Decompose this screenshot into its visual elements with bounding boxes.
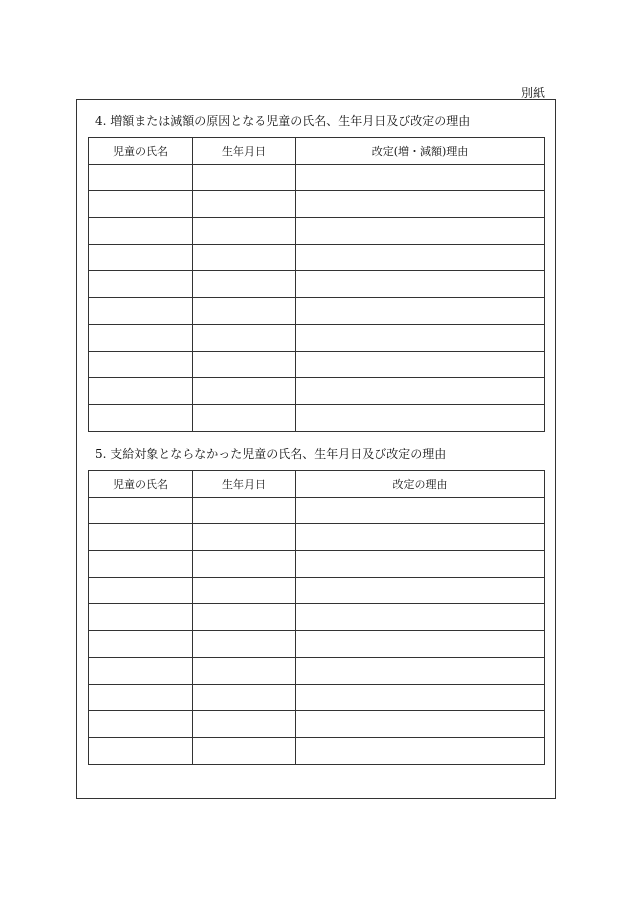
attachment-label: 別紙 — [520, 86, 545, 100]
birth-date-cell[interactable] — [193, 711, 296, 738]
child-name-cell[interactable] — [89, 737, 193, 764]
revision-reason-cell[interactable] — [296, 351, 545, 378]
child-name-cell[interactable] — [89, 244, 193, 271]
child-name-cell[interactable] — [89, 497, 193, 524]
column-header-child-name: 児童の氏名 — [89, 471, 193, 498]
table-row — [89, 577, 545, 604]
child-name-cell[interactable] — [89, 191, 193, 218]
table-header-row — [89, 471, 545, 498]
birth-date-cell[interactable] — [193, 164, 296, 191]
birth-date-cell[interactable] — [193, 351, 296, 378]
revision-reason-cell[interactable] — [296, 218, 545, 245]
child-name-cell[interactable] — [89, 324, 193, 351]
revision-reason-cell[interactable] — [296, 737, 545, 764]
column-header-birth-date: 生年月日 — [193, 138, 296, 165]
revision-reason-cell[interactable] — [296, 684, 545, 711]
table-row — [89, 497, 545, 524]
table-row — [89, 684, 545, 711]
revision-reason-cell[interactable] — [296, 191, 545, 218]
table-row — [89, 218, 545, 245]
table-row — [89, 631, 545, 658]
revision-reason-cell[interactable] — [296, 378, 545, 405]
birth-date-cell[interactable] — [193, 577, 296, 604]
table-header-row — [89, 138, 545, 165]
revision-reason-cell[interactable] — [296, 298, 545, 325]
child-name-cell[interactable] — [89, 711, 193, 738]
birth-date-cell[interactable] — [193, 497, 296, 524]
birth-date-cell[interactable] — [193, 191, 296, 218]
column-header-revision-reason: 改定の理由 — [296, 471, 545, 498]
child-name-cell[interactable] — [89, 631, 193, 658]
column-header-child-name: 児童の氏名 — [89, 138, 193, 165]
child-name-cell[interactable] — [89, 684, 193, 711]
birth-date-cell[interactable] — [193, 604, 296, 631]
table-row — [89, 404, 545, 431]
birth-date-cell[interactable] — [193, 218, 296, 245]
child-name-cell[interactable] — [89, 604, 193, 631]
column-header-birth-date: 生年月日 — [193, 471, 296, 498]
child-name-cell[interactable] — [89, 404, 193, 431]
table-row — [89, 164, 545, 191]
table-row — [89, 657, 545, 684]
table-row — [89, 271, 545, 298]
table-row — [89, 711, 545, 738]
birth-date-cell[interactable] — [193, 324, 296, 351]
revision-reason-cell[interactable] — [296, 244, 545, 271]
birth-date-cell[interactable] — [193, 524, 296, 551]
section-5-table — [88, 470, 545, 765]
revision-reason-cell[interactable] — [296, 271, 545, 298]
birth-date-cell[interactable] — [193, 271, 296, 298]
revision-reason-cell[interactable] — [296, 497, 545, 524]
table-row — [89, 324, 545, 351]
section-5-rows — [89, 497, 545, 764]
child-name-cell[interactable] — [89, 551, 193, 578]
table-row — [89, 378, 545, 405]
revision-reason-cell[interactable] — [296, 577, 545, 604]
revision-reason-cell[interactable] — [296, 404, 545, 431]
child-name-cell[interactable] — [89, 164, 193, 191]
child-name-cell[interactable] — [89, 298, 193, 325]
table-row — [89, 604, 545, 631]
revision-reason-cell[interactable] — [296, 551, 545, 578]
birth-date-cell[interactable] — [193, 378, 296, 405]
birth-date-cell[interactable] — [193, 684, 296, 711]
child-name-cell[interactable] — [89, 524, 193, 551]
table-row — [89, 737, 545, 764]
revision-reason-cell[interactable] — [296, 604, 545, 631]
revision-reason-cell[interactable] — [296, 631, 545, 658]
child-name-cell[interactable] — [89, 657, 193, 684]
revision-reason-cell[interactable] — [296, 524, 545, 551]
table-row — [89, 551, 545, 578]
birth-date-cell[interactable] — [193, 631, 296, 658]
birth-date-cell[interactable] — [193, 551, 296, 578]
birth-date-cell[interactable] — [193, 404, 296, 431]
table-row — [89, 298, 545, 325]
revision-reason-cell[interactable] — [296, 711, 545, 738]
table-row — [89, 351, 545, 378]
birth-date-cell[interactable] — [193, 244, 296, 271]
section-4-table — [88, 137, 545, 432]
revision-reason-cell[interactable] — [296, 657, 545, 684]
section-5-heading: 5. 支給対象とならなかった児童の氏名、生年月日及び改定の理由 — [95, 447, 447, 461]
revision-reason-cell[interactable] — [296, 164, 545, 191]
child-name-cell[interactable] — [89, 378, 193, 405]
child-name-cell[interactable] — [89, 218, 193, 245]
column-header-revision-reason: 改定(増・減額)理由 — [296, 138, 545, 165]
child-name-cell[interactable] — [89, 351, 193, 378]
section-4-rows — [89, 164, 545, 431]
table-row — [89, 191, 545, 218]
birth-date-cell[interactable] — [193, 657, 296, 684]
birth-date-cell[interactable] — [193, 737, 296, 764]
revision-reason-cell[interactable] — [296, 324, 545, 351]
birth-date-cell[interactable] — [193, 298, 296, 325]
section-4-heading: 4. 増額または減額の原因となる児童の氏名、生年月日及び改定の理由 — [95, 114, 471, 128]
table-row — [89, 244, 545, 271]
child-name-cell[interactable] — [89, 271, 193, 298]
table-row — [89, 524, 545, 551]
child-name-cell[interactable] — [89, 577, 193, 604]
